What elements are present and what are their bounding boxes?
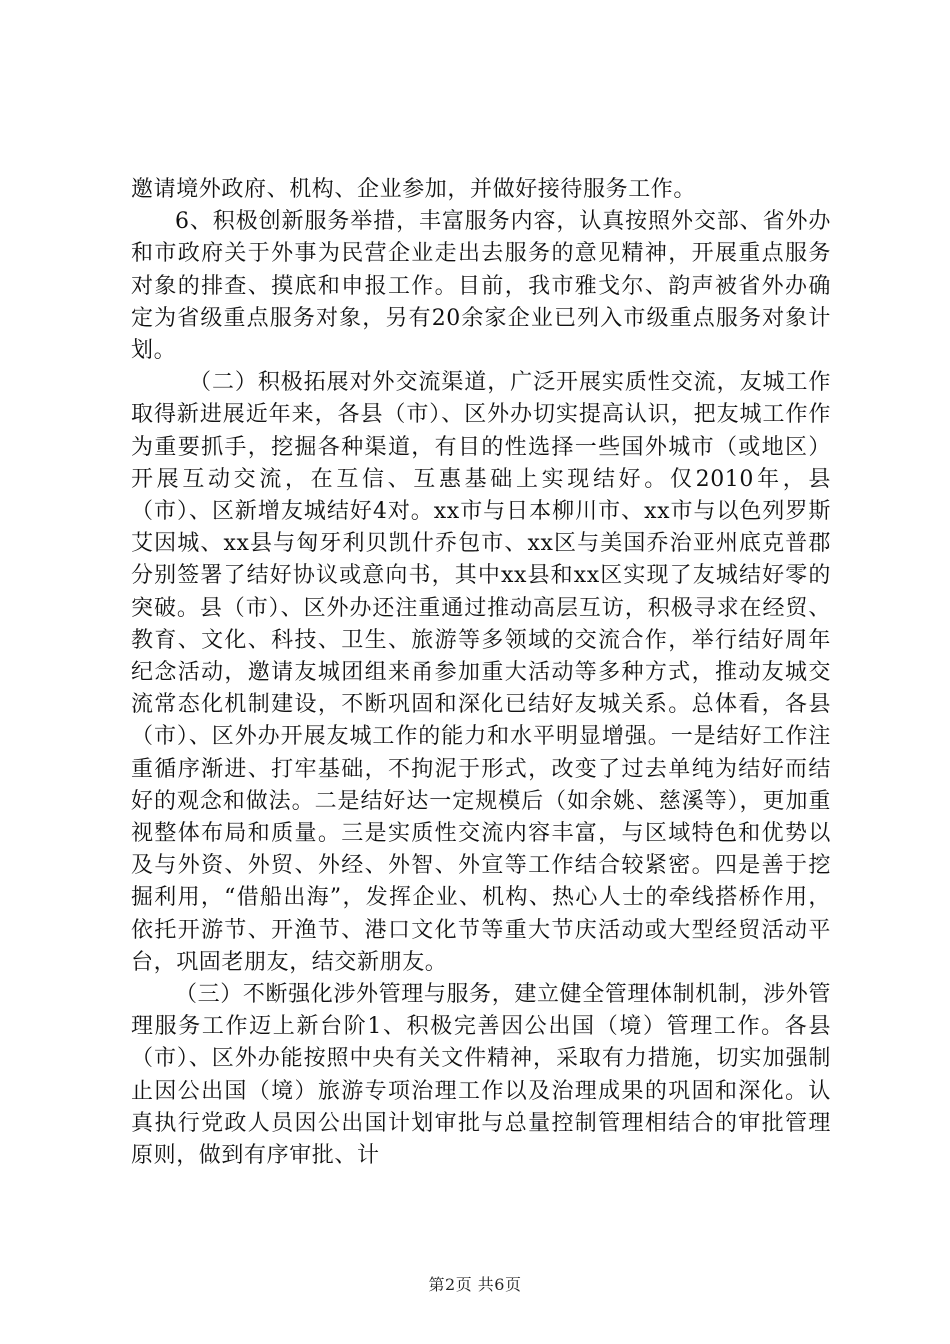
- paragraph-section-3: （三）不断强化涉外管理与服务，建立健全管理体制机制，涉外管理服务工作迈上新台阶1、积极完善因公出国（境）管理工作。各县（市）、区外办能按照中央有关文件精神，采取有力措施，切实加强制止因公出国（境）旅游专项治理工作以及治理成果的巩固和深化。认真执行党政人员因公出国计划审批与总量控制管理相结合的审批管理原则，做到有序审批、计: [131, 982, 831, 1169]
- paragraph-section-2: （二）积极拓展对外交流渠道，广泛开展实质性交流，友城工作取得新进展近年来，各县（市）、区外办切实提高认识，把友城工作作为重要抓手，挖掘各种渠道，有目的性选择一些国外城市（或地区）开展互动交流，在互信、互惠基础上实现结好。仅2010年，县（市）、区新增友城结好4对。xx市与日本柳川市、xx市与以色列罗斯艾因城、xx县与匈牙利贝凯什乔包市、xx区与美国乔治亚州底克普郡分别签署了结好协议或意向书，其中xx县和xx区实现了友城结好零的突破。县（市）、区外办还注重通过推动高层互访，积极寻求在经贸、教育、文化、科技、卫生、旅游等多领域的交流合作，举行结好周年纪念活动，邀请友城团组来甬参加重大活动等多种方式，推动友城交流常态化机制建设，不断巩固和深化已结好友城关系。总体看，各县（市）、区外办开展友城工作的能力和水平明显增强。一是结好工作注重循序渐进、打牢基础，不拘泥于形式，改变了过去单纯为结好而结好的观念和做法。二是结好达一定规模后（如余姚、慈溪等），更加重视整体布局和质量。三是实质性交流内容丰富，与区域特色和优势以及与外资、外贸、外经、外智、外宣等工作结合较紧密。四是善于挖掘利用，“借船出海”，发挥企业、机构、热心人士的牵线搭桥作用，依托开游节、开渔节、港口文化节等重大节庆活动或大型经贸活动平台，巩固老朋友，结交新朋友。: [131, 370, 831, 975]
- page-footer: 第2页 共6页: [428, 1275, 522, 1294]
- paragraph-item-6: 6、积极创新服务举措，丰富服务内容，认真按照外交部、省外办和市政府关于外事为民营企业走出去服务的意见精神，开展重点服务对象的排查、摸底和申报工作。目前，我市雅戈尔、韵声被省外办确定为省级重点服务对象，另有20余家企业已列入市级重点服务对象计划。: [131, 209, 831, 364]
- paragraph-continuation: 邀请境外政府、机构、企业参加，并做好接待服务工作。: [131, 177, 697, 202]
- document-body: [131, 174, 831, 1172]
